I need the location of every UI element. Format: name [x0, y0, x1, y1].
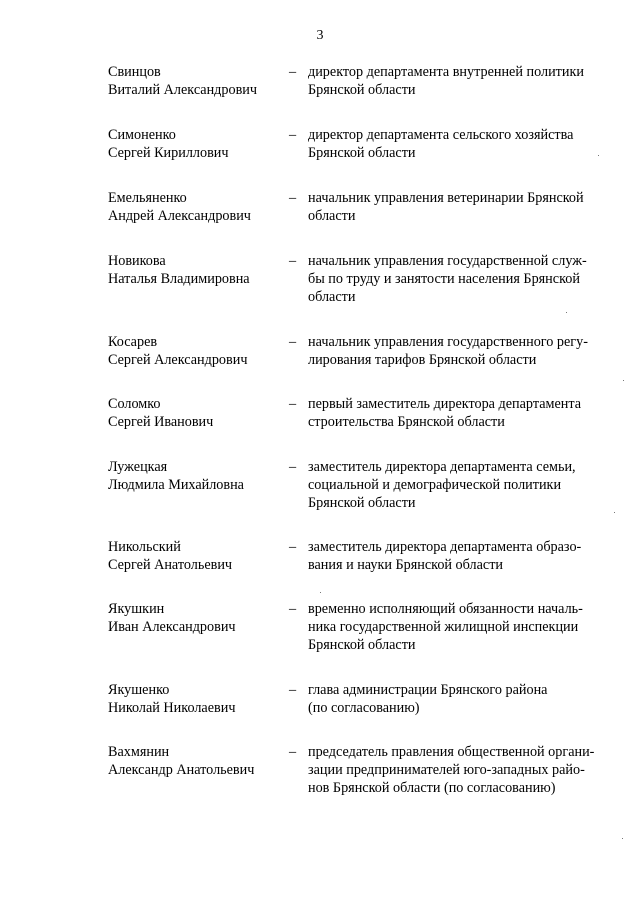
- scan-speck: [566, 312, 567, 313]
- given-name: Сергей Кириллович: [108, 145, 229, 161]
- given-name: Виталий Александрович: [108, 82, 258, 98]
- position-line: (по согласованию): [308, 700, 420, 716]
- position-line: директор департамента сельского хозяйства: [308, 127, 574, 143]
- position-line: глава администрации Брянского района: [308, 682, 548, 698]
- position-line: Брянской области: [308, 495, 416, 511]
- given-name: Наталья Владимировна: [108, 271, 250, 287]
- position-line: председатель правления общественной органи-: [308, 744, 595, 760]
- dash-separator: –: [289, 396, 297, 412]
- surname: Емельяненко: [108, 190, 187, 206]
- given-name: Андрей Александрович: [108, 208, 251, 224]
- given-name: Александр Анатольевич: [108, 762, 255, 778]
- person-name: [108, 743, 283, 779]
- scan-speck: [614, 512, 615, 513]
- position-line: области: [308, 289, 356, 305]
- position-line: зации предпринимателей юго-западных райо-: [308, 762, 585, 778]
- dash-separator: –: [289, 459, 297, 475]
- scan-speck: [598, 155, 599, 156]
- scan-speck: [320, 592, 321, 593]
- person-name: [108, 63, 283, 99]
- person-name: [108, 126, 283, 162]
- given-name: Сергей Александрович: [108, 352, 248, 368]
- position-line: вания и науки Брянской области: [308, 557, 503, 573]
- position-line: области: [308, 208, 356, 224]
- surname: Соломко: [108, 396, 161, 412]
- position-line: социальной и демографической политики: [308, 477, 562, 493]
- position-text: [308, 126, 608, 162]
- surname: Вахмянин: [108, 744, 170, 760]
- person-name: [108, 333, 283, 369]
- surname: Никольский: [108, 539, 181, 555]
- person-name: [108, 600, 283, 636]
- position-line: Брянской области: [308, 637, 416, 653]
- position-text: [308, 395, 608, 431]
- position-line: заместитель директора департамента семьи,: [308, 459, 576, 475]
- dash-separator: –: [289, 682, 297, 698]
- position-text: [308, 333, 608, 369]
- position-text: [308, 538, 608, 574]
- position-line: начальник управления государственного регу-: [308, 334, 588, 350]
- position-line: строительства Брянской области: [308, 414, 505, 430]
- position-line: нов Брянской области (по согласованию): [308, 780, 556, 796]
- dash-separator: –: [289, 127, 297, 143]
- given-name: Иван Александрович: [108, 619, 236, 635]
- person-name: [108, 458, 283, 494]
- dash-separator: –: [289, 64, 297, 80]
- dash-separator: –: [289, 253, 297, 269]
- given-name: Людмила Михайловна: [108, 477, 244, 493]
- person-name: [108, 189, 283, 225]
- surname: Косарев: [108, 334, 158, 350]
- page-number: 3: [316, 28, 324, 43]
- dash-separator: –: [289, 601, 297, 617]
- dash-separator: –: [289, 190, 297, 206]
- position-line: директор департамента внутренней политики: [308, 64, 584, 80]
- given-name: Сергей Анатольевич: [108, 557, 233, 573]
- position-text: [308, 189, 608, 225]
- position-text: [308, 681, 608, 717]
- person-name: [108, 681, 283, 717]
- dash-separator: –: [289, 539, 297, 555]
- surname: Новикова: [108, 253, 166, 269]
- scan-speck: [623, 380, 624, 381]
- surname: Лужецкая: [108, 459, 168, 475]
- given-name: Сергей Иванович: [108, 414, 214, 430]
- position-line: Брянской области: [308, 82, 416, 98]
- position-text: [308, 458, 608, 512]
- position-text: [308, 63, 608, 99]
- given-name: Николай Николаевич: [108, 700, 236, 716]
- person-name: [108, 395, 283, 431]
- position-line: лирования тарифов Брянской области: [308, 352, 537, 368]
- position-text: [308, 252, 608, 306]
- surname: Якушенко: [108, 682, 170, 698]
- position-line: начальник управления государственной служ-: [308, 253, 587, 269]
- dash-separator: –: [289, 744, 297, 760]
- position-line: Брянской области: [308, 145, 416, 161]
- position-line: бы по труду и занятости населения Брянской: [308, 271, 580, 287]
- surname: Симоненко: [108, 127, 176, 143]
- position-text: [308, 743, 608, 797]
- surname: Якушкин: [108, 601, 165, 617]
- position-line: начальник управления ветеринарии Брянской: [308, 190, 584, 206]
- scan-speck: [622, 838, 623, 839]
- position-line: первый заместитель директора департамента: [308, 396, 582, 412]
- surname: Свинцов: [108, 64, 161, 80]
- position-text: [308, 600, 608, 654]
- position-line: временно исполняющий обязанности началь-: [308, 601, 583, 617]
- position-line: ника государственной жилищной инспекции: [308, 619, 579, 635]
- position-line: заместитель директора департамента образо-: [308, 539, 582, 555]
- person-name: [108, 252, 283, 288]
- person-name: [108, 538, 283, 574]
- dash-separator: –: [289, 334, 297, 350]
